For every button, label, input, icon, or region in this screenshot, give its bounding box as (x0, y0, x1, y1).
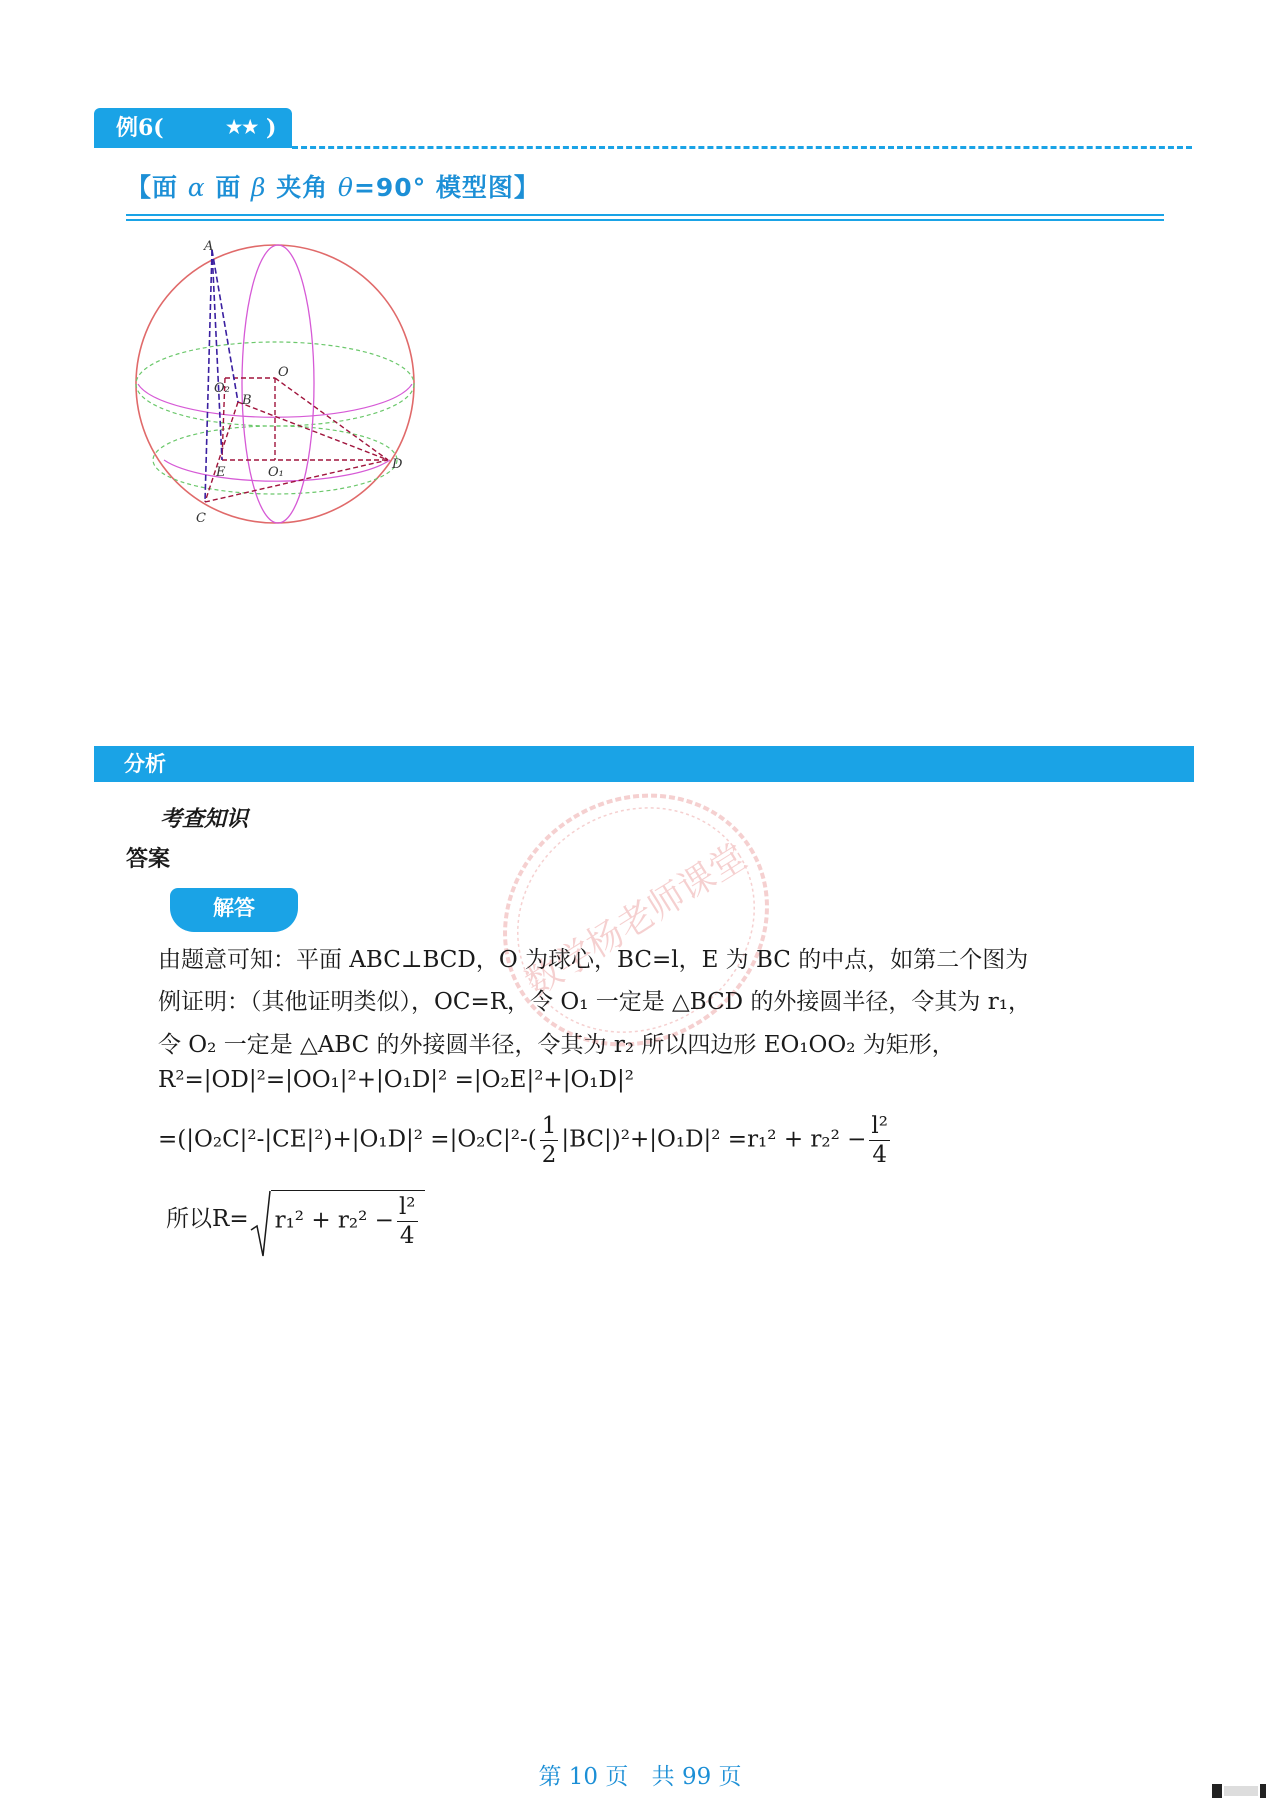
watermark-text: 数学杨老师课堂 (518, 836, 754, 1005)
point-label-A: A (204, 239, 214, 254)
point-label-C: C (196, 511, 206, 526)
title-rule (126, 219, 1164, 221)
title-rule (126, 214, 1164, 216)
line-O-D (275, 378, 388, 460)
square-root: r₁² + r₂² − $\frac{\text{l²}}{4}$ (249, 1190, 425, 1250)
point-label-B: B (242, 393, 252, 408)
dashed-divider (292, 146, 1192, 149)
page-total: 共 99 页 (651, 1764, 742, 1790)
sphere-model-figure (120, 232, 430, 537)
example-close-paren: ) (266, 115, 277, 141)
analysis-label: 分析 (124, 752, 166, 776)
fraction-half: $\frac{1}{2}$ (541, 1113, 557, 1168)
fraction-l-squared-over-4: $\frac{\text{l²}}{4}$ (871, 1113, 888, 1168)
solution-tab (170, 888, 298, 932)
solution-line-3: 令 O₂ 一定是 △ABC 的外接圆半径，令其为 r₂ 所以四边形 EO₁OO₂ 为矩形， (158, 1032, 955, 1058)
difficulty-stars: ★★ (226, 117, 259, 138)
answer-heading: 答案 (126, 846, 171, 872)
page-footer (0, 1758, 1280, 1791)
solution-line-1: 由题意可知：平面 ABC⊥BCD，O 为球心，BC=l，E 为 BC 的中点，如第二个图为 (158, 947, 1029, 973)
scroll-indicator-icon (1212, 1782, 1268, 1800)
point-label-O2: O₂ (214, 381, 230, 396)
point-label-D: D (392, 457, 403, 472)
solution-line-2: 例证明：（其他证明类似），OC=R，令 O₁ 一定是 △BCD 的外接圆半径，令其为 r₁， (158, 989, 1031, 1015)
equation-2: =(|O₂C|²-|CE|²)+|O₁D|² =|O₂C|²-( $\frac{1}{2}$ |BC|)²+|O₁D|² =r₁² + r₂² − $\frac{\text{l²}}{4}$ (158, 1113, 888, 1168)
point-label-O1: O₁ (268, 465, 284, 480)
point-label-E: E (216, 465, 226, 480)
equation-result: 所以R= r₁² + r₂² − $\frac{\text{l²}}{4}$ (166, 1190, 425, 1250)
solution-label: 解答 (213, 896, 255, 920)
knowledge-heading: 考查知识 (160, 806, 249, 832)
equation-1: R²=|OD|²=|OO₁|²+|O₁D|² =|O₂E|²+|O₁D|² (158, 1067, 634, 1093)
edge-A-C (205, 250, 212, 502)
point-label-O: O (278, 365, 289, 380)
example-tab (94, 108, 292, 148)
model-title: 【面 α 面 β 夹角 θ=90° 模型图】 (126, 173, 540, 202)
page-number: 第 10 页 (538, 1764, 629, 1790)
example-label: 例6( (116, 115, 164, 141)
